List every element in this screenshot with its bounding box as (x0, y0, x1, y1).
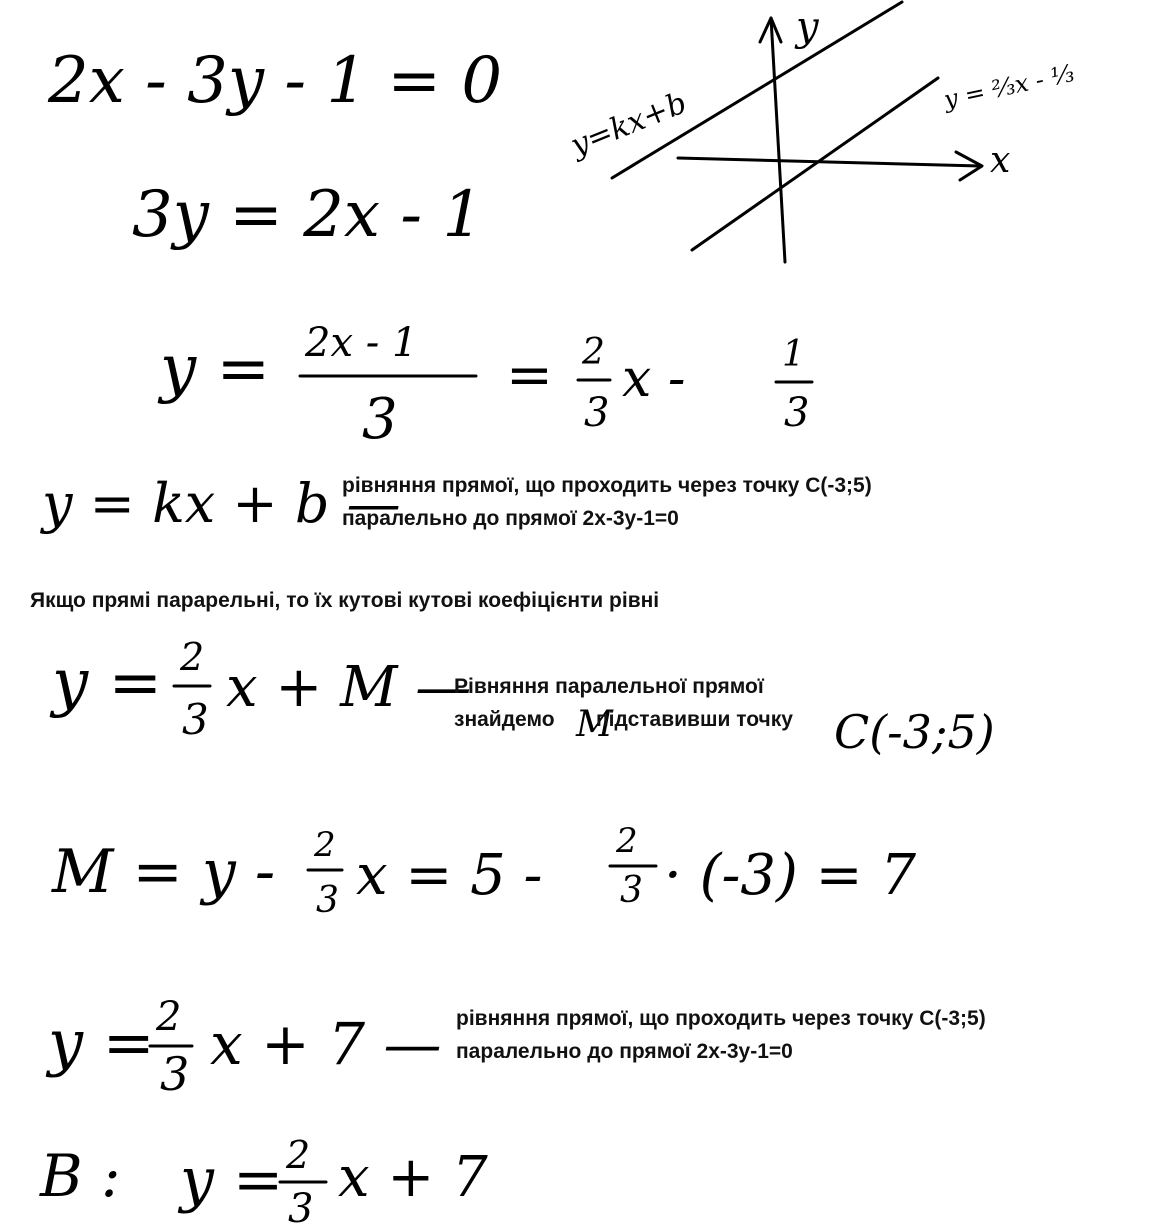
parallel-line-kx-b (612, 2, 902, 178)
equation-y-lhs: y = (160, 332, 271, 406)
m-calc-f1-denominator: 3 (316, 880, 339, 921)
equation-general-form: 2x - 3y - 1 = 0 (48, 44, 503, 118)
m-letter: M (576, 704, 613, 745)
coef-numerator: 2 (582, 332, 605, 373)
graph (564, 2, 1077, 262)
equation-solved-3y: 3y = 2x - 1 (132, 178, 484, 252)
note2-line2b: підставивши точку (596, 708, 793, 731)
note1-line1: рівняння прямої, що проходить через точку С(-3;5) (342, 474, 872, 497)
point-c-label: C(-3;5) (834, 705, 995, 759)
y-axis (771, 18, 785, 262)
x-axis-label: x (990, 140, 1011, 181)
equation-parallel-rest: x + M — (226, 655, 472, 720)
answer-eq-lhs: y = (180, 1145, 284, 1215)
m-calc-mid: x = 5 - (356, 843, 543, 908)
x-axis (678, 158, 980, 166)
note2-line1: Рівняння паралельної прямої (454, 675, 764, 698)
answer-eq-numerator: 2 (286, 1133, 311, 1177)
equals-sign: = (506, 343, 553, 408)
result-eq-numerator: 2 (156, 994, 182, 1040)
answer-eq-rest: x + 7 (338, 1145, 488, 1210)
m-calc-end: · (-3) = 7 (664, 843, 916, 908)
result-eq-denominator: 3 (160, 1047, 190, 1101)
result-eq-lhs: y = (48, 1006, 155, 1079)
note3-line2: паралельно до прямої 2х-3у-1=0 (456, 1040, 793, 1063)
parallel-coef-numerator: 2 (180, 635, 205, 679)
equation-slope-form: y = kx + b — (42, 472, 401, 535)
m-calc-f2-numerator: 2 (616, 821, 638, 861)
answer-label: В : (40, 1142, 121, 1210)
equation-parallel-lhs: y = (52, 646, 163, 720)
m-calc-lhs: M = y - (52, 837, 276, 907)
coef-denominator: 3 (584, 390, 610, 436)
note2-line2a: знайдемо (454, 708, 555, 731)
x-minus: x - (622, 349, 686, 409)
fraction-denominator: 3 (362, 387, 398, 452)
free-term-numerator: 1 (782, 334, 805, 375)
line2-label: y = ⅔x - ⅓ (941, 58, 1077, 114)
result-eq-rest: x + 7 — (210, 1010, 442, 1078)
y-axis-label: y (796, 4, 819, 50)
answer-eq-denominator: 3 (288, 1186, 314, 1224)
m-calc-f1-numerator: 2 (314, 825, 336, 865)
line1-label: y=kx+b (565, 85, 692, 164)
free-term-denominator: 3 (784, 390, 810, 436)
note1-line2: паралельно до прямої 2х-3у-1=0 (342, 507, 679, 530)
m-calc-f2-denominator: 3 (620, 870, 643, 911)
note3-line1: рівняння прямої, що проходить через точку С(-3;5) (456, 1007, 986, 1030)
parallel-rule: Якщо прямі парарельні, то їх кутові кутові коефіцієнти рівні (30, 589, 660, 612)
parallel-coef-denominator: 3 (182, 695, 209, 744)
fraction-numerator: 2x - 1 (305, 320, 418, 366)
